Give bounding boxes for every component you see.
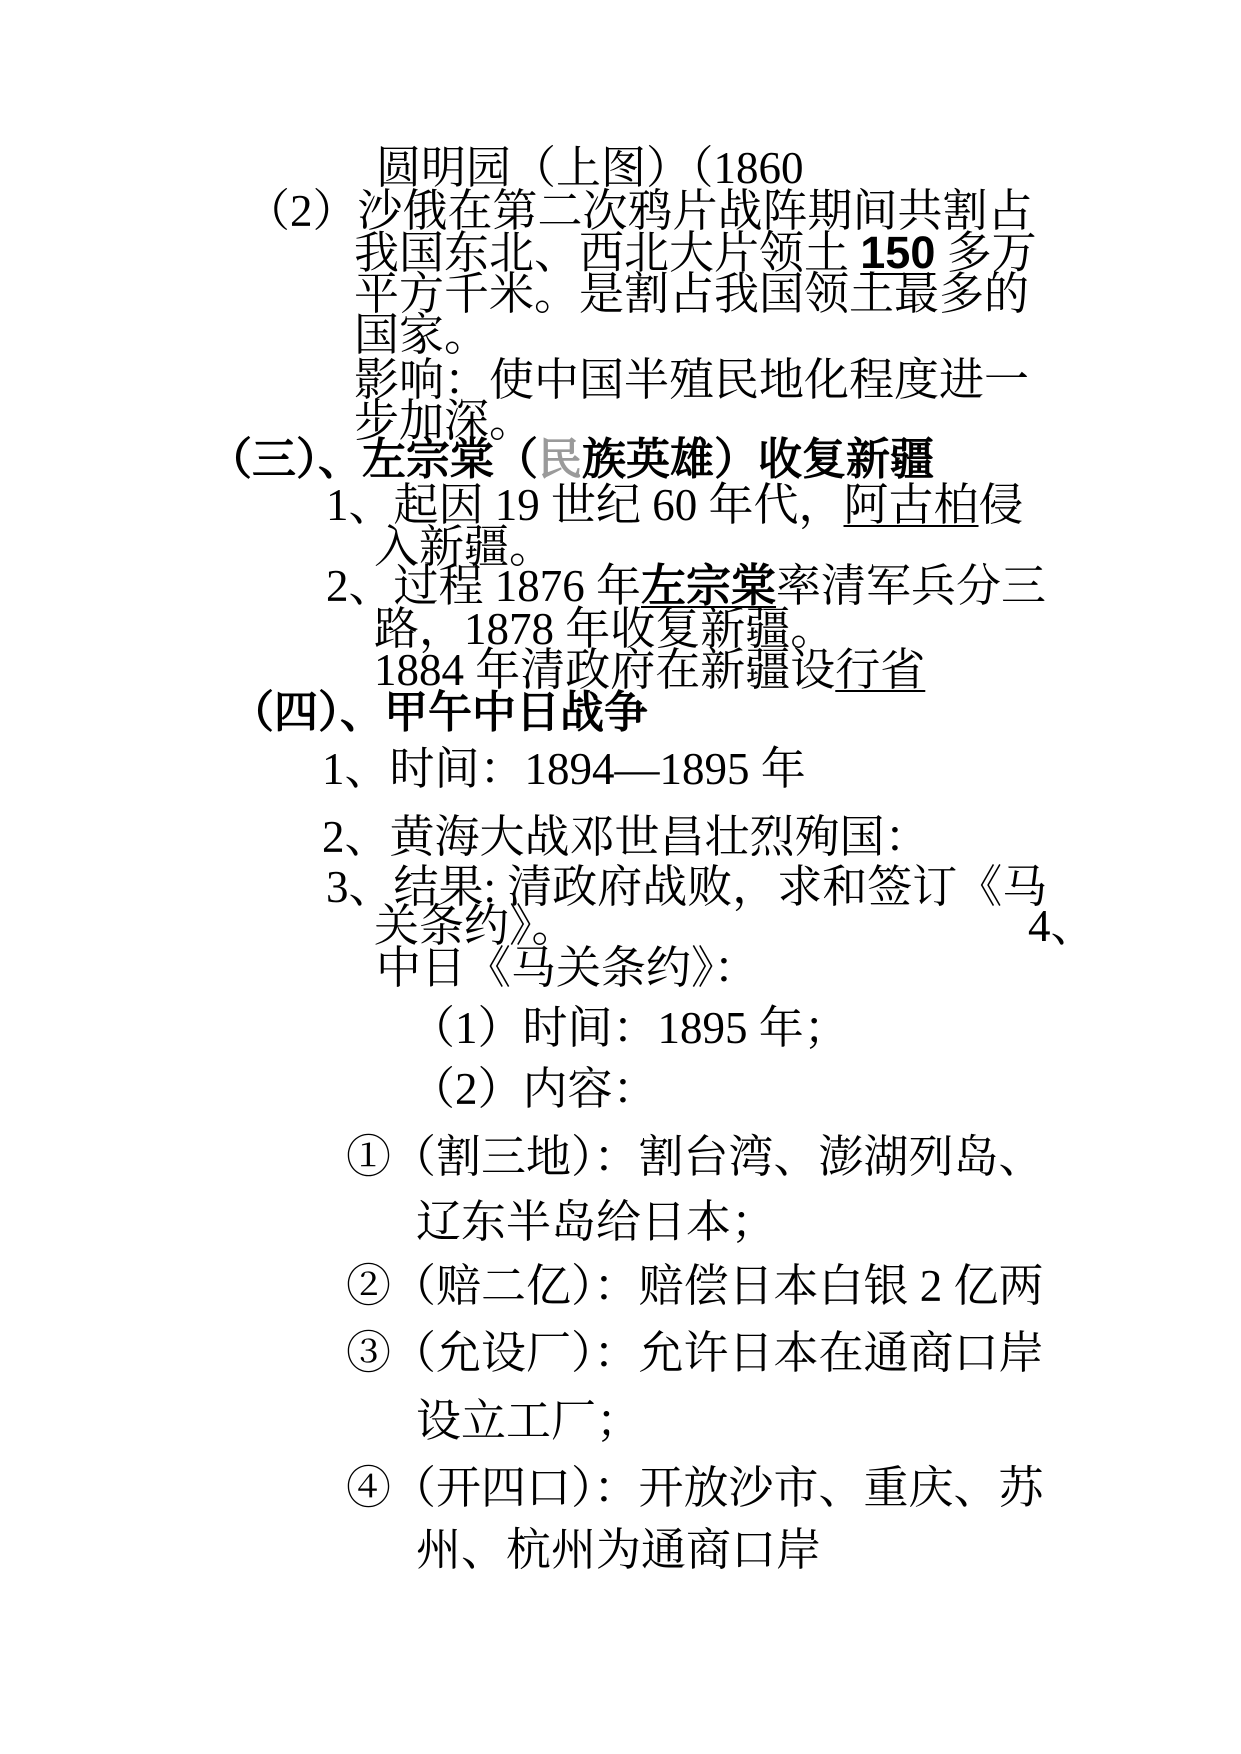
line-text: （1）时间：1895 年；	[410, 1003, 849, 1053]
line-text: 我国东北、西北大片领土	[354, 228, 861, 278]
text-line	[374, 647, 925, 693]
heading-section-3	[208, 437, 934, 483]
line-text: （2）沙俄在第二次鸦片战阵期间共割占	[245, 186, 1033, 236]
line-text: 影响：使中国半殖民地化程度进一	[354, 355, 1030, 405]
line-text: 步加深。	[354, 396, 535, 446]
line-text: 圆明园（上图）（1860	[376, 143, 804, 193]
line-text: 1、起因 19 世纪 60 年代，	[326, 480, 844, 530]
line-text: 侵	[978, 480, 1024, 530]
item-4-treaty-title	[376, 945, 759, 991]
text-line	[354, 312, 489, 358]
heading-text: （四）、甲午中日战争	[230, 688, 648, 737]
line-text: （2）内容：	[410, 1064, 658, 1114]
line-text: 2、黄海大战邓世昌壮烈殉国：	[322, 812, 930, 862]
text-line	[416, 1527, 821, 1573]
line-text: 2、过程 1876 年	[326, 561, 642, 611]
line-text: 设立工厂；	[416, 1396, 642, 1446]
line-text: 3、结果: 清政府战败，求和签订《马	[326, 862, 1048, 912]
clause-2-indemnity	[346, 1263, 1044, 1309]
line-text: ②（赔二亿）：赔偿日本白银 2 亿两	[346, 1261, 1044, 1311]
line-text: 1884 年清政府在新疆设	[374, 645, 836, 695]
heading-text: 族英雄）收复新疆	[582, 435, 934, 484]
line-text: 多万	[935, 228, 1037, 278]
line-text: 辽东半岛给日本；	[416, 1197, 777, 1247]
line-text: 4、	[1028, 901, 1096, 951]
line-text: 入新疆。	[374, 522, 555, 572]
heading-text: （三）、左宗棠（	[208, 435, 538, 484]
faded-character: 民	[538, 435, 582, 484]
line-text: 率清军兵分三	[776, 561, 1047, 611]
line-text: 州、杭州为通商口岸	[416, 1525, 822, 1575]
caption-yuanmingyuan	[376, 145, 804, 191]
line-text: ④（开四口）：开放沙市、重庆、苏	[346, 1463, 1044, 1513]
item-2-yellow-sea	[322, 814, 930, 860]
clause-1-cede-territory	[346, 1134, 1044, 1180]
line-text: 1、时间：1894—1895 年	[322, 744, 806, 794]
line-text: 路，1878 年收复新疆。	[374, 604, 836, 654]
line-text: ①（割三地）：割台湾、澎湖列岛、	[346, 1132, 1044, 1182]
heading-section-4	[230, 690, 648, 736]
treaty-time	[410, 1005, 849, 1051]
line-text: 平方千米。是割占我国领土最多的	[354, 269, 1030, 319]
clause-4-open-ports	[346, 1465, 1044, 1511]
line-text: 中日《马关条约》：	[376, 943, 759, 993]
text-line	[416, 1398, 641, 1444]
line-text: 关条约》。	[374, 901, 577, 951]
item-1-time	[322, 746, 806, 792]
underlined-term: 阿古柏	[843, 480, 979, 530]
line-text: ③（允设厂）：允许日本在通商口岸	[346, 1328, 1044, 1378]
treaty-content-label	[410, 1066, 658, 1112]
underlined-term: 行省	[835, 645, 926, 695]
underlined-number: 150	[860, 227, 936, 278]
item-4-number	[1028, 903, 1096, 949]
underlined-term: 左宗棠	[641, 560, 777, 611]
clause-3-factories	[346, 1330, 1044, 1376]
text-line	[416, 1199, 776, 1245]
item-2-process	[326, 560, 1047, 611]
line-text: 国家。	[354, 310, 490, 360]
